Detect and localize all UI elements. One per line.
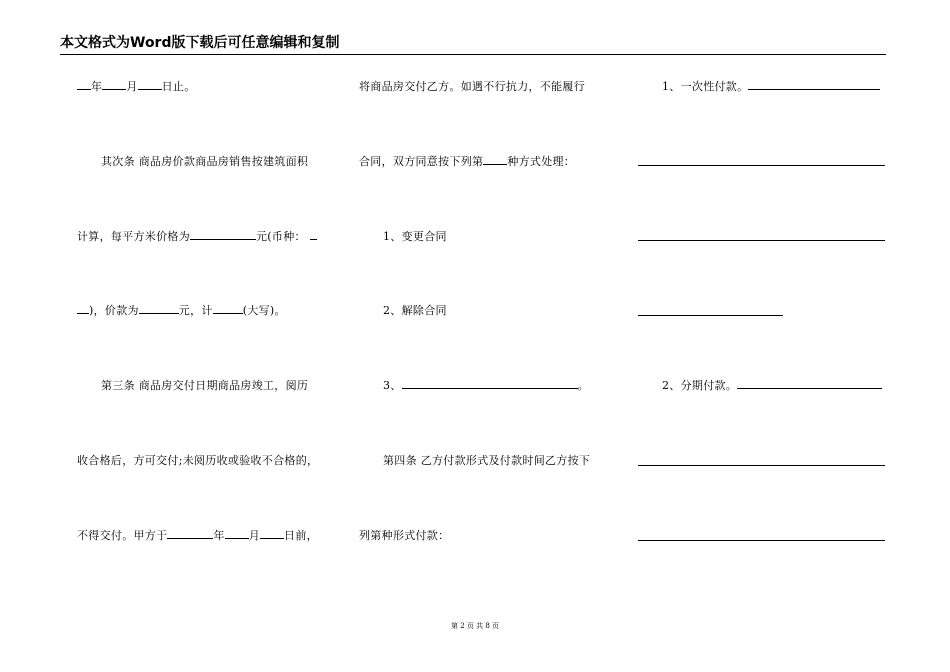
text: (大写)。	[242, 304, 286, 317]
col1-line-2: 其次条 商品房价款商品房销售按建筑面积	[101, 155, 309, 168]
blank-line	[213, 302, 243, 314]
blank-line	[310, 228, 317, 240]
col1-line-3	[77, 228, 317, 246]
text: 日前，	[284, 529, 318, 542]
blank-line	[138, 78, 162, 90]
text: 合同，双方同意按下列第	[359, 155, 484, 168]
text: 月	[248, 529, 261, 542]
col2-line-4: 2、解除合同	[383, 304, 447, 317]
blank-line	[225, 527, 249, 539]
blank-line	[102, 78, 126, 90]
text: 计算，每平方米价格为	[77, 230, 190, 243]
col2-line-3: 1、变更合同	[383, 230, 447, 243]
col1-line-7	[77, 527, 318, 545]
header-title: 本文格式为Word版下载后可任意编辑和复制	[60, 35, 340, 51]
text: 2、分期付款。	[662, 379, 738, 392]
text: 3、	[383, 379, 402, 392]
col2-line-1: 将商品房交付乙方。如遇不行抗力，不能履行	[359, 80, 585, 93]
blank-line	[748, 78, 880, 90]
blank-line	[483, 153, 507, 165]
text: 。	[577, 379, 589, 392]
text: 日止。	[161, 80, 196, 93]
text: 年	[213, 529, 225, 542]
text: 1、一次性付款。	[662, 80, 749, 93]
blank-line	[77, 302, 89, 314]
col2-line-6: 第四条 乙方付款形式及付款时间乙方按下	[383, 454, 591, 467]
col1-line-5: 第三条 商品房交付日期商品房竣工，阅历	[101, 379, 309, 392]
text: 种方式处理：	[507, 155, 576, 168]
page-header	[60, 34, 886, 55]
col2-line-2	[359, 153, 575, 171]
blank-line	[638, 464, 885, 466]
text: 年	[91, 80, 103, 93]
blank-line	[638, 164, 885, 166]
text: 月	[126, 80, 138, 93]
blank-line	[402, 377, 578, 389]
text: 不得交付。甲方于	[77, 529, 168, 542]
blank-line	[139, 302, 179, 314]
blank-line	[77, 78, 91, 90]
blank-line	[190, 228, 256, 240]
col3-line-5	[662, 377, 882, 395]
blank-line	[638, 539, 885, 541]
blank-line	[737, 377, 882, 389]
col2-line-5	[383, 377, 589, 395]
blank-line	[638, 239, 885, 241]
page-footer: 第 2 页 共 8 页	[450, 622, 500, 630]
col1-line-1	[77, 78, 196, 96]
text: )，价款为	[89, 304, 139, 317]
blank-line	[260, 527, 284, 539]
col1-line-4	[77, 302, 286, 320]
blank-line	[638, 314, 783, 316]
text: 元，计	[178, 304, 213, 317]
col3-line-1	[662, 78, 880, 96]
blank-line	[167, 527, 213, 539]
text: 元(币种：	[256, 230, 306, 243]
col2-line-7: 列第种形式付款：	[359, 529, 450, 542]
col1-line-6: 收合格后，方可交付;未阅历收或验收不合格的，	[77, 454, 319, 467]
